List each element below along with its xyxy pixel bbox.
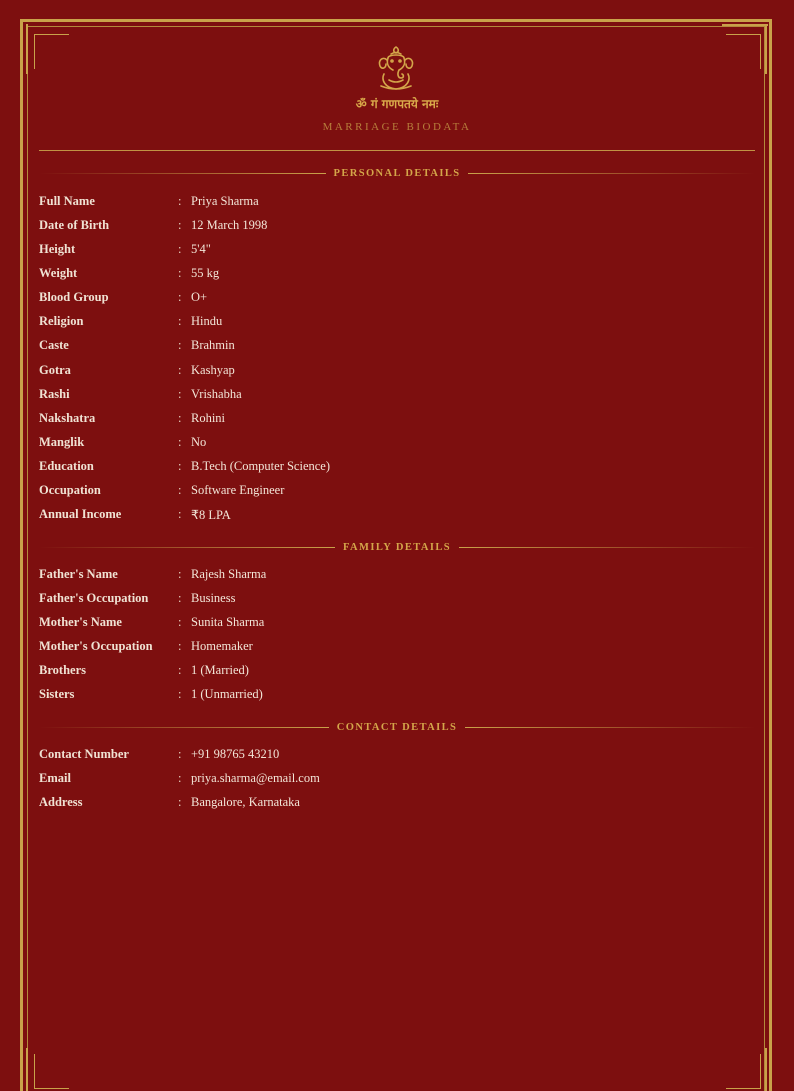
section-rule [459,547,755,548]
field-value: 5'4" [191,241,211,256]
field-value: 12 March 1998 [191,217,268,232]
separator: : [178,410,182,425]
inner-border [27,26,765,1091]
separator: : [178,687,182,702]
field-value: Brahmin [191,338,235,353]
detail-row [39,503,739,527]
field-value: Homemaker [191,638,253,653]
field-label: Contact Number [39,746,129,761]
separator: : [178,434,182,449]
field-value: 55 kg [191,265,220,280]
detail-row [39,261,739,285]
field-value: Priya Sharma [191,193,259,208]
section-rule [468,173,755,174]
corner-ornament [34,34,69,69]
field-value: Business [191,590,236,605]
section-header-personal [39,166,755,180]
detail-row [39,286,739,310]
separator: : [178,241,182,256]
field-label: Rashi [39,386,70,401]
field-label: Manglik [39,434,85,449]
separator: : [178,290,182,305]
family-details-list [39,562,739,707]
field-label: Annual Income [39,507,122,522]
detail-row [39,310,739,334]
field-value: priya.sharma@email.com [191,770,320,785]
field-value: Rohini [191,410,226,425]
detail-row [39,742,739,766]
field-label: Full Name [39,193,95,208]
field-label: Date of Birth [39,217,110,232]
section-title: FAMILY DETAILS [343,541,451,553]
separator: : [178,590,182,605]
detail-row [39,766,739,790]
detail-row [39,237,739,261]
field-label: Occupation [39,483,101,498]
field-label: Education [39,459,94,474]
field-label: Father's Name [39,566,118,581]
field-label: Nakshatra [39,410,96,425]
field-label: Brothers [39,663,86,678]
contact-details-list [39,742,739,814]
separator: : [178,386,182,401]
header-divider [39,150,755,151]
field-value: Kashyap [191,362,235,377]
field-value: O+ [191,290,208,305]
separator: : [178,217,182,232]
detail-row [39,586,739,610]
section-rule [39,547,335,548]
detail-row [39,683,739,707]
field-value: Hindu [191,314,223,329]
field-value: 1 (Married) [191,663,249,678]
field-label: Father's Occupation [39,590,149,605]
detail-row [39,189,739,213]
corner-ornament [26,24,28,74]
separator: : [178,663,182,678]
separator: : [178,566,182,581]
field-value: 1 (Unmarried) [191,687,263,702]
detail-row [39,213,739,237]
section-header-family [39,540,755,554]
corner-ornament [726,34,761,69]
separator: : [178,338,182,353]
corner-ornament [34,1054,69,1089]
section-rule [39,173,326,174]
detail-row [39,610,739,634]
corner-ornament [765,1048,767,1091]
corner-ornament [765,24,767,74]
separator: : [178,362,182,377]
separator: : [178,483,182,498]
separator: : [178,507,182,522]
field-value: Software Engineer [191,483,285,498]
section-rule [465,727,755,728]
field-label: Sisters [39,687,75,702]
separator: : [178,638,182,653]
separator: : [178,770,182,785]
field-value: Rajesh Sharma [191,566,267,581]
field-value: +91 98765 43210 [191,746,280,761]
section-header-contact [39,720,755,734]
detail-row [39,659,739,683]
separator: : [178,265,182,280]
field-label: Gotra [39,362,71,377]
detail-row [39,430,739,454]
section-title: PERSONAL DETAILS [333,167,461,179]
detail-row [39,479,739,503]
separator: : [178,794,182,809]
detail-row [39,382,739,406]
field-label: Blood Group [39,290,109,305]
corner-ornament [26,1048,28,1091]
field-label: Address [39,794,83,809]
corner-ornament [722,24,768,26]
mantra-text: ॐ गं गणपतये नमः [355,97,439,111]
corner-ornament [726,1054,761,1089]
separator: : [178,746,182,761]
separator: : [178,614,182,629]
field-label: Mother's Occupation [39,638,153,653]
field-label: Religion [39,314,84,329]
ganesha-icon [373,44,419,92]
separator: : [178,193,182,208]
section-rule [39,727,329,728]
detail-row [39,790,739,814]
separator: : [178,459,182,474]
detail-row [39,334,739,358]
field-value: Bangalore, Karnataka [191,794,300,809]
field-label: Caste [39,338,69,353]
detail-row [39,634,739,658]
field-label: Mother's Name [39,614,122,629]
personal-details-list [39,189,739,527]
document-title: MARRIAGE BIODATA [322,121,472,133]
field-label: Weight [39,265,78,280]
detail-row [39,358,739,382]
field-label: Height [39,241,76,256]
field-value: ₹8 LPA [191,507,231,522]
field-value: Sunita Sharma [191,614,265,629]
detail-row [39,562,739,586]
detail-row [39,406,739,430]
field-value: B.Tech (Computer Science) [191,459,331,474]
separator: : [178,314,182,329]
section-title: CONTACT DETAILS [336,721,458,733]
field-value: No [191,434,207,449]
field-value: Vrishabha [191,386,242,401]
field-label: Email [39,770,71,785]
detail-row [39,455,739,479]
